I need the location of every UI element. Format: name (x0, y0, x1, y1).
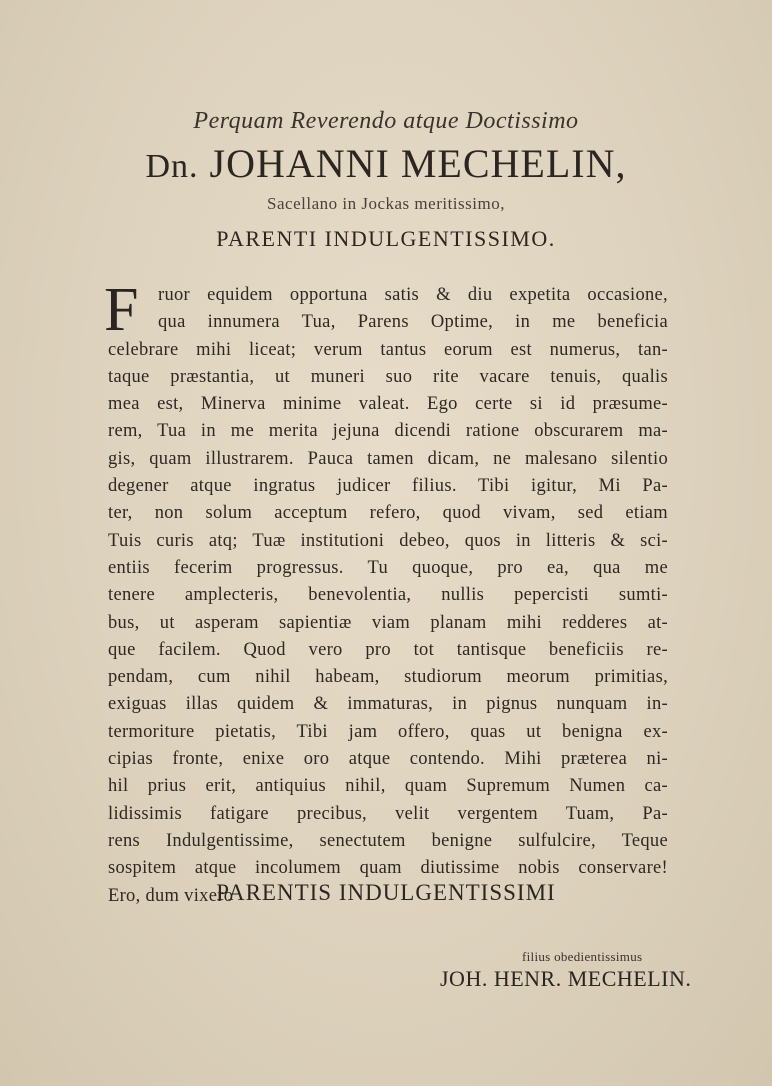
dedication-title-prefix: Dn. (145, 148, 199, 185)
body-line: Tuis curis atq; Tuæ institutioni debeo, quos in litteris & sci- (108, 530, 668, 551)
dedication-office: Sacellano in Jockas meritissimo, (267, 194, 505, 213)
closing-heading: PARENTIS INDULGENTISSIMI (216, 880, 556, 905)
body-line: exiguas illas quidem & immaturas, in pignus nunquam in- (108, 694, 668, 715)
dedication-salutation: Perquam Reverendo atque Doctissimo (193, 108, 579, 134)
body-line: entiis fecerim progressus. Tu quoque, pro ea, qua me (108, 557, 668, 578)
dedication-relation: PARENTI INDULGENTISSIMO. (216, 226, 556, 251)
body-line: degener atque ingratus judicer filius. Tibi igitur, Mi Pa- (108, 476, 668, 497)
filius-line: filius obedientissimus (522, 949, 643, 964)
dedication-body (108, 282, 668, 910)
body-line: mea est, Minerva minime valeat. Ego certe si id præsume- (108, 394, 668, 415)
body-line: lidissimis fatigare precibus, velit vergentem Tuam, Pa- (108, 803, 668, 824)
body-line: cipias fronte, enixe oro atque contendo. Mihi præterea ni- (108, 749, 668, 770)
body-line: rens Indulgentissime, senectutem benigne sulfulcire, Teque (108, 830, 668, 851)
body-line: ter, non solum acceptum refero, quod vivam, sed etiam (108, 503, 668, 524)
body-line: hil prius erit, antiquius nihil, quam Supremum Numen ca- (108, 776, 668, 797)
drop-capital: F (104, 276, 139, 344)
signature: JOH. HENR. MECHELIN. (440, 966, 692, 991)
body-line: qua innumera Tua, Parens Optime, in me beneficia (158, 312, 668, 333)
body-line: celebrare mihi liceat; verum tantus eorum est numerus, tan- (108, 339, 668, 360)
body-line: termoriture pietatis, Tibi jam offero, quas ut benigna ex- (108, 721, 668, 742)
dedication-name (0, 140, 772, 187)
body-line: tenere amplecteris, benevolentia, nullis pepercisti sumti- (108, 585, 668, 606)
body-line: Ero, dum vixero (108, 885, 234, 906)
body-line: gis, quam illustrarem. Pauca tamen dicam, ne malesano silentio (108, 448, 668, 469)
body-line: taque præstantia, ut muneri suo rite vacare tenuis, qualis (108, 366, 668, 387)
body-line: rem, Tua in me merita jejuna dicendi ratione obscurarem ma- (108, 421, 668, 442)
body-line: pendam, cum nihil habeam, studiorum meorum primitias, (108, 667, 668, 688)
body-line: que facilem. Quod vero pro tot tantisque beneficiis re- (108, 639, 668, 660)
body-line: sospitem atque incolumem quam diutissime nobis conservare! (108, 858, 668, 879)
body-line: ruor equidem opportuna satis & diu expetita occasione, (158, 285, 668, 305)
body-line: bus, ut asperam sapientiæ viam planam mihi redderes at- (108, 612, 668, 633)
dedication-recipient-name: JOHANNI MECHELIN, (209, 141, 627, 186)
